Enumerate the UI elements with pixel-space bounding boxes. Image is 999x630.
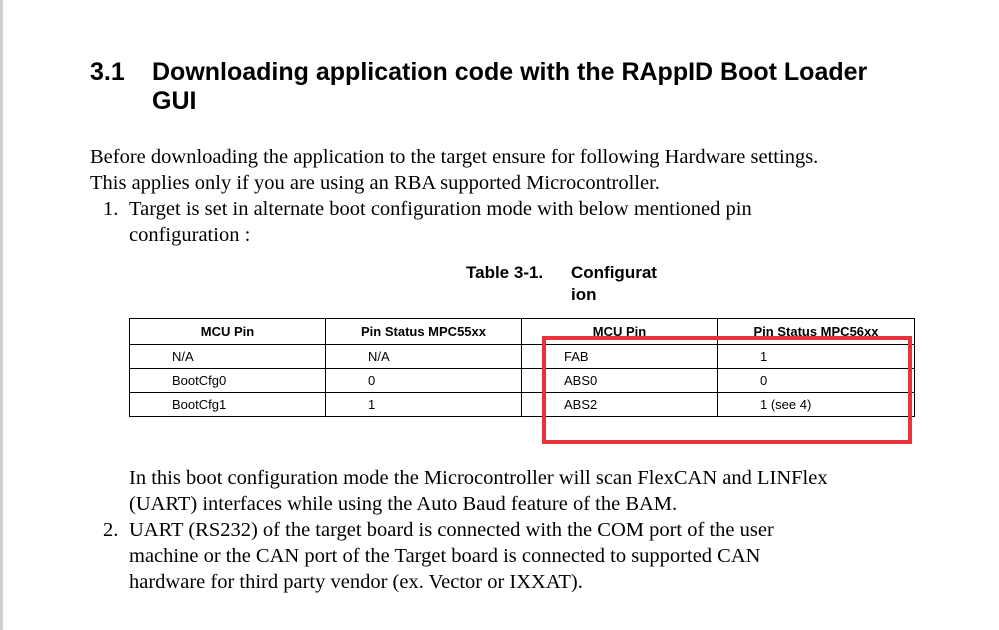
paragraph-line: In this boot configuration mode the Microcontroller will scan FlexCAN and LINFlex <box>129 467 828 489</box>
list-line: UART (RS232) of the target board is connected with the COM port of the user <box>129 519 774 541</box>
list-number: 1. <box>103 198 119 220</box>
list-line: machine or the CAN port of the Target board is connected to supported CAN <box>129 545 761 567</box>
table-cell: ABS0 <box>522 369 718 393</box>
table-cell: 1 (see 4) <box>718 393 915 417</box>
list-line: Target is set in alternate boot configuration mode with below mentioned pin <box>129 198 752 220</box>
table-cell: 0 <box>326 369 522 393</box>
intro-line: Before downloading the application to the target ensure for following Hardware settings. <box>90 146 819 168</box>
column-header: Pin Status MPC56xx <box>718 319 915 345</box>
table-cell: N/A <box>326 345 522 369</box>
paragraph-line: (UART) interfaces while using the Auto Baud feature of the BAM. <box>129 493 678 515</box>
page-edge <box>0 0 3 630</box>
table-cell: BootCfg0 <box>130 369 326 393</box>
column-header: MCU Pin <box>522 319 718 345</box>
highlight-annotation-box <box>542 336 912 444</box>
list-text <box>129 517 869 595</box>
column-header: MCU Pin <box>130 319 326 345</box>
table-cell: 1 <box>326 393 522 417</box>
column-header: Pin Status MPC55xx <box>326 319 522 345</box>
table-cell: FAB <box>522 345 718 369</box>
table-caption-label: Table 3-1. <box>466 263 544 282</box>
caption-line: ion <box>571 285 597 304</box>
list-number: 2. <box>103 519 119 541</box>
boot-mode-paragraph <box>129 465 929 517</box>
table-caption-title <box>571 262 681 306</box>
table-cell: N/A <box>130 345 326 369</box>
list-line: configuration : <box>129 224 251 246</box>
caption-line: Configurat <box>571 263 657 282</box>
table-cell: BootCfg1 <box>130 393 326 417</box>
table-cell: 1 <box>718 345 915 369</box>
section-number: 3.1 <box>90 58 125 86</box>
table-cell: ABS2 <box>522 393 718 417</box>
list-line: hardware for third party vendor (ex. Vector or IXXAT). <box>129 571 583 593</box>
intro-paragraph <box>90 144 930 196</box>
intro-line: This applies only if you are using an RBA supported Microcontroller. <box>90 172 660 194</box>
table-cell: 0 <box>718 369 915 393</box>
section-title: Downloading application code with the RAppID Boot Loader GUI <box>152 58 868 115</box>
list-text <box>129 196 849 248</box>
